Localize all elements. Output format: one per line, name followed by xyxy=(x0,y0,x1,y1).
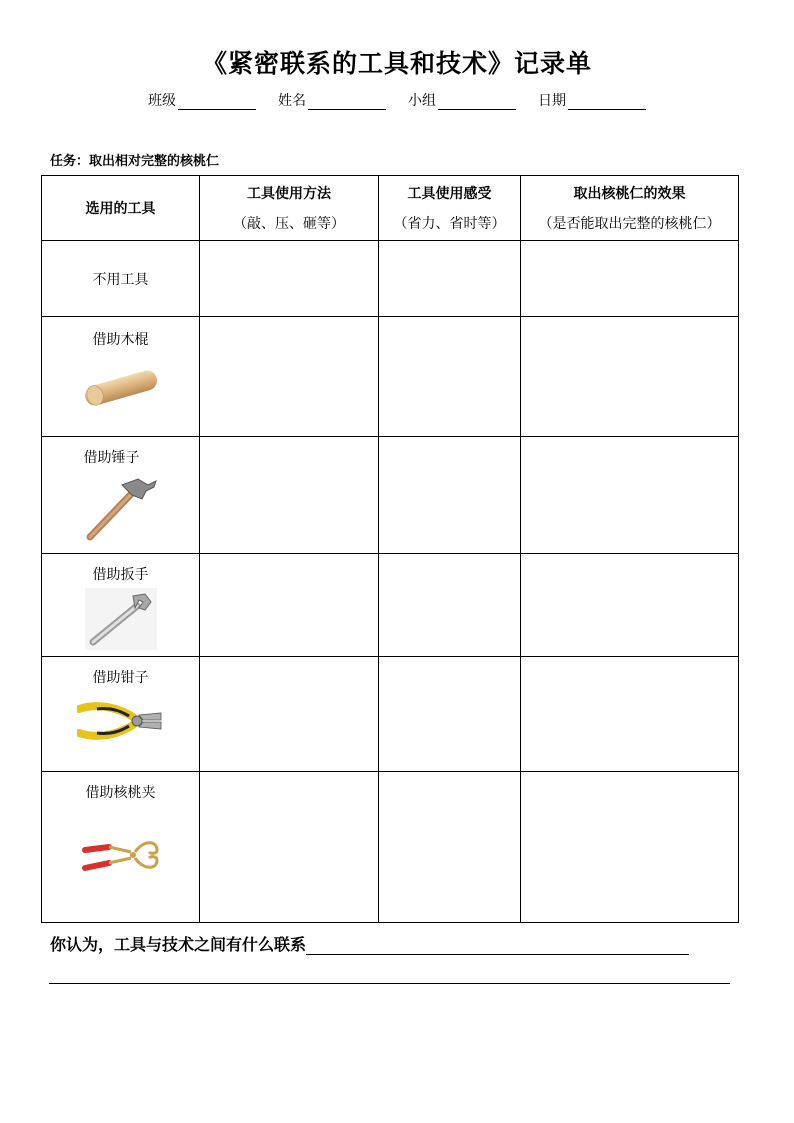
name-label: 姓名 xyxy=(278,93,306,109)
feeling-cell[interactable] xyxy=(379,317,521,437)
effect-cell[interactable] xyxy=(521,437,739,554)
method-cell[interactable] xyxy=(200,657,379,772)
effect-cell[interactable] xyxy=(521,241,739,317)
wooden-stick-icon xyxy=(76,363,166,413)
tool-label: 借助扳手 xyxy=(92,567,149,583)
header-effect-sub: （是否能取出完整的核桃仁） xyxy=(538,216,721,232)
tool-label: 借助钳子 xyxy=(92,670,149,686)
method-cell[interactable] xyxy=(200,772,379,923)
header-feeling-title: 工具使用感受 xyxy=(407,186,492,202)
header-method xyxy=(200,176,379,241)
nutcracker-icon xyxy=(79,832,163,882)
pliers-icon xyxy=(77,699,165,743)
effect-cell[interactable] xyxy=(521,317,739,437)
header-feeling-sub: （省力、省时等） xyxy=(393,216,506,232)
header-method-title: 工具使用方法 xyxy=(247,186,331,202)
method-cell[interactable] xyxy=(200,437,379,554)
tool-cell xyxy=(42,241,200,317)
name-blank[interactable] xyxy=(308,93,386,110)
tool-cell xyxy=(42,657,200,772)
tool-cell xyxy=(42,772,200,923)
table-row xyxy=(42,554,739,657)
class-blank[interactable] xyxy=(178,93,256,110)
question-text: 你认为，工具与技术之间有什么联系 xyxy=(50,935,307,954)
group-field xyxy=(408,90,516,110)
header-tool xyxy=(42,176,200,241)
group-label: 小组 xyxy=(408,93,436,109)
table-row xyxy=(42,437,739,554)
tool-cell xyxy=(42,437,200,554)
reflection-question xyxy=(50,932,689,955)
tool-label: 不用工具 xyxy=(92,271,149,288)
feeling-cell[interactable] xyxy=(379,437,521,554)
feeling-cell[interactable] xyxy=(379,772,521,923)
feeling-cell[interactable] xyxy=(379,554,521,657)
wrench-icon xyxy=(85,588,157,650)
header-effect-title: 取出核桃仁的效果 xyxy=(573,186,686,202)
date-label: 日期 xyxy=(538,93,566,109)
header-feeling xyxy=(379,176,521,241)
tool-label: 借助锤子 xyxy=(83,450,140,466)
tool-cell xyxy=(42,317,200,437)
table-row xyxy=(42,241,739,317)
table-row xyxy=(42,657,739,772)
group-blank[interactable] xyxy=(438,93,516,110)
header-method-sub: （敲、压、砸等） xyxy=(233,216,345,232)
hammer-icon xyxy=(76,473,166,543)
effect-cell[interactable] xyxy=(521,657,739,772)
method-cell[interactable] xyxy=(200,317,379,437)
date-blank[interactable] xyxy=(568,93,646,110)
date-field xyxy=(538,90,646,110)
tool-cell xyxy=(42,554,200,657)
method-cell[interactable] xyxy=(200,241,379,317)
record-table xyxy=(41,175,739,923)
class-label: 班级 xyxy=(148,93,176,109)
table-header-row xyxy=(42,176,739,241)
answer-line-1[interactable] xyxy=(306,936,689,955)
table-row xyxy=(42,772,739,923)
tool-label: 借助木棍 xyxy=(92,332,149,348)
feeling-cell[interactable] xyxy=(379,657,521,772)
answer-line-2[interactable] xyxy=(49,983,730,984)
student-info-row xyxy=(0,90,794,110)
name-field xyxy=(278,90,386,110)
task-description: 任务：取出相对完整的核桃仁 xyxy=(50,154,220,169)
table-row xyxy=(42,317,739,437)
effect-cell[interactable] xyxy=(521,772,739,923)
feeling-cell[interactable] xyxy=(379,241,521,317)
tool-label: 借助核桃夹 xyxy=(85,785,156,801)
header-tool-title: 选用的工具 xyxy=(85,201,156,217)
effect-cell[interactable] xyxy=(521,554,739,657)
page-title: 《紧密联系的工具和技术》记录单 xyxy=(201,49,592,78)
class-field xyxy=(148,90,256,110)
method-cell[interactable] xyxy=(200,554,379,657)
header-effect xyxy=(521,176,739,241)
